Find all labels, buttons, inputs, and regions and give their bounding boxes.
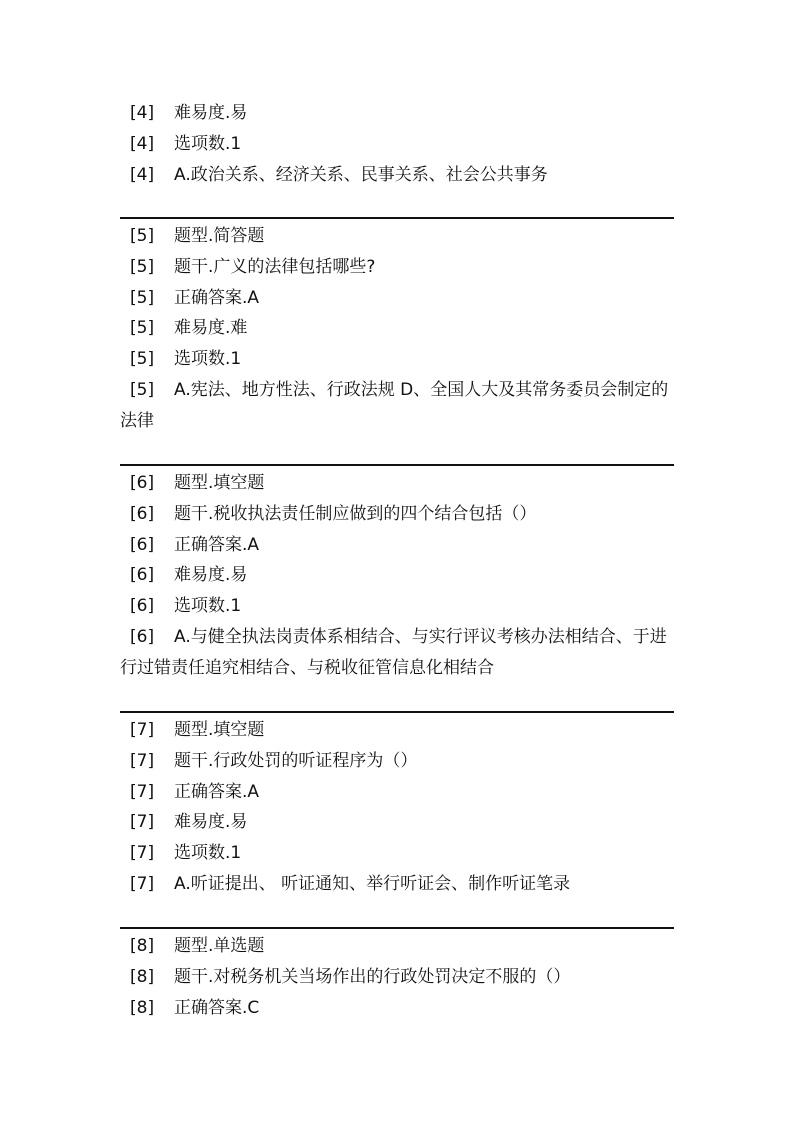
field-line [120,468,674,499]
field-text: 难易度.易 [174,565,248,586]
item-number: [6] [130,534,155,555]
item-number: [6] [130,626,155,647]
item-number: [6] [130,503,155,524]
field-line [120,98,674,129]
field-text: A.与健全执法岗责体系相结合、与实行评议考核办法相结合、于进行过错责任追究相结合、与税收征管信息化相结合 [120,626,667,678]
item-number: [7] [130,812,155,833]
item-number: [6] [130,565,155,586]
divider [120,217,674,219]
item-number: [7] [130,781,155,802]
item-number: [5] [130,287,155,308]
field-line [120,160,674,191]
field-text: A.听证提出、 听证通知、举行听证会、制作听证笔录 [174,873,571,894]
field-line [120,591,674,622]
field-line [120,283,674,314]
item-number: [5] [130,256,155,277]
field-text: 题干.对税务机关当场作出的行政处罚决定不服的（） [174,966,571,987]
item-number: [6] [130,596,155,617]
field-line [120,252,674,283]
field-text: A.政治关系、经济关系、民事关系、社会公共事务 [174,164,548,185]
question-block-4 [120,98,674,190]
item-number: [7] [130,873,155,894]
field-text: 正确答案.A [174,534,260,555]
field-line [120,129,674,160]
field-line [120,807,674,838]
field-text: 难易度.易 [174,103,248,123]
field-text: 题干.行政处罚的听证程序为（） [174,750,418,771]
field-line [120,993,674,1024]
item-number: [7] [130,843,155,864]
field-line [120,313,674,344]
item-number: [7] [130,750,155,771]
field-line [120,777,674,808]
field-line [120,869,674,900]
field-line [120,746,674,777]
item-number: [5] [130,379,155,400]
field-text: 难易度.易 [174,812,248,833]
field-text: 选项数.1 [174,349,242,370]
field-line [120,344,674,375]
divider [120,464,674,466]
field-text: 题干.广义的法律包括哪些? [174,256,376,277]
field-text: 正确答案.A [174,781,260,802]
field-text: A.宪法、地方性法、行政法规 D、全国人大及其常务委员会制定的法律 [120,379,669,431]
question-block-7 [120,715,674,900]
item-number: [8] [130,936,155,956]
item-number: [5] [130,226,155,246]
field-text: 题型.填空题 [174,473,265,493]
field-line [120,838,674,869]
item-number: [5] [130,349,155,370]
field-line [120,560,674,591]
field-line [120,375,674,437]
field-text: 选项数.1 [174,133,242,154]
item-number: [4] [130,103,155,123]
item-number: [8] [130,997,155,1018]
field-line [120,931,674,962]
field-line [120,962,674,993]
field-text: 选项数.1 [174,596,242,617]
item-number: [7] [130,720,155,740]
field-line [120,499,674,530]
item-number: [6] [130,473,155,493]
field-text: 题干.税收执法责任制应做到的四个结合包括（） [174,503,537,524]
item-number: [5] [130,318,155,339]
item-number: [4] [130,133,155,154]
field-text: 难易度.难 [174,318,248,339]
item-number: [8] [130,966,155,987]
field-text: 题型.填空题 [174,720,265,740]
question-block-5 [120,221,674,437]
field-line [120,530,674,561]
field-text: 选项数.1 [174,843,242,864]
item-number: [4] [130,164,155,185]
field-line [120,715,674,746]
divider [120,927,674,929]
question-block-8 [120,931,674,1023]
field-text: 正确答案.C [174,997,260,1018]
field-text: 正确答案.A [174,287,260,308]
field-line [120,221,674,252]
field-text: 题型.简答题 [174,226,265,246]
field-line [120,622,674,684]
question-block-6 [120,468,674,684]
field-text: 题型.单选题 [174,936,265,956]
divider [120,711,674,713]
